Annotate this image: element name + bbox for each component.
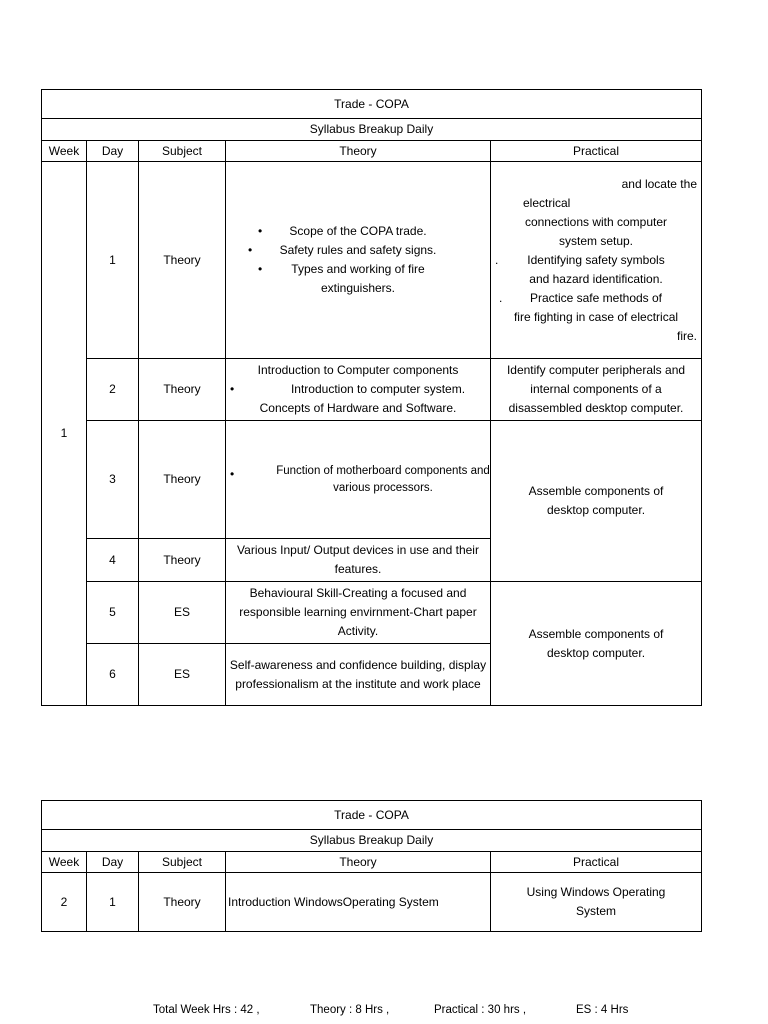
day-cell: 2	[87, 359, 139, 421]
total-week-hours: Total Week Hrs : 42 ,	[153, 1004, 260, 1016]
theory-cell: Various Input/ Output devices in use and their features.	[226, 539, 491, 582]
subject-cell: ES	[139, 644, 226, 706]
subject-cell: ES	[139, 582, 226, 644]
day-cell: 1	[87, 162, 139, 359]
table-row	[42, 582, 702, 644]
day-cell: 5	[87, 582, 139, 644]
theory-cell	[226, 162, 491, 359]
list-item: • Types and working of fire extinguishers.	[258, 262, 425, 295]
table-row	[42, 162, 702, 359]
syllabus-table-week-1	[41, 89, 702, 706]
table-row	[42, 359, 702, 421]
day-cell: 6	[87, 644, 139, 706]
practical-cell: Assemble components of desktop computer.	[491, 582, 702, 706]
subject-cell: Theory	[139, 539, 226, 582]
list-item: • Scope of the COPA trade.	[258, 224, 427, 238]
header-subject: Subject	[139, 141, 226, 162]
header-day: Day	[87, 852, 139, 873]
practical-cell: and locate the electrical connections with computer system setup. . Identifying safety symbols and hazard identification. . Practice safe methods of fire fighting in case of electrical fire.	[491, 162, 702, 359]
day-cell: 4	[87, 539, 139, 582]
table-row	[42, 421, 702, 539]
week-cell: 1	[42, 162, 87, 706]
header-theory: Theory	[226, 141, 491, 162]
subject-cell: Theory	[139, 421, 226, 539]
practical-cell: Assemble components of desktop computer.	[491, 421, 702, 582]
theory-cell: Introduction WindowsOperating System	[226, 873, 491, 932]
table-subtitle: Syllabus Breakup Daily	[42, 119, 702, 141]
theory-cell: • Function of motherboard components and various processors.	[226, 421, 491, 539]
header-row	[42, 852, 702, 873]
syllabus-table-week-2	[41, 800, 702, 932]
subject-cell: Theory	[139, 873, 226, 932]
theory-hours: Theory : 8 Hrs ,	[310, 1004, 390, 1016]
table-subtitle: Syllabus Breakup Daily	[42, 830, 702, 852]
theory-bullet-list	[228, 222, 488, 298]
theory-cell: Self-awareness and confidence building, display professionalism at the institute and work place	[226, 644, 491, 706]
subject-cell: Theory	[139, 162, 226, 359]
day-cell: 1	[87, 873, 139, 932]
header-practical: Practical	[491, 141, 702, 162]
table-row	[42, 873, 702, 932]
practical-hours: Practical : 30 hrs ,	[434, 1004, 527, 1016]
header-day: Day	[87, 141, 139, 162]
header-week: Week	[42, 852, 87, 873]
day-cell: 3	[87, 421, 139, 539]
table-title: Trade - COPA	[42, 801, 702, 830]
header-practical: Practical	[491, 852, 702, 873]
table-title: Trade - COPA	[42, 90, 702, 119]
subject-cell: Theory	[139, 359, 226, 421]
theory-cell: Introduction to Computer components • Introduction to computer system. Concepts of Hardware and Software.	[226, 359, 491, 421]
es-hours: ES : 4 Hrs	[576, 1004, 629, 1016]
header-subject: Subject	[139, 852, 226, 873]
theory-cell: Behavioural Skill-Creating a focused and responsible learning envirnment-Chart paper Activity.	[226, 582, 491, 644]
header-theory: Theory	[226, 852, 491, 873]
practical-cell: Identify computer peripherals and internal components of a disassembled desktop computer.	[491, 359, 702, 421]
header-week: Week	[42, 141, 87, 162]
practical-cell: Using Windows Operating System	[491, 873, 702, 932]
header-row	[42, 141, 702, 162]
list-item: • Safety rules and safety signs.	[248, 243, 437, 257]
hours-summary	[0, 1004, 768, 1022]
week-cell: 2	[42, 873, 87, 932]
